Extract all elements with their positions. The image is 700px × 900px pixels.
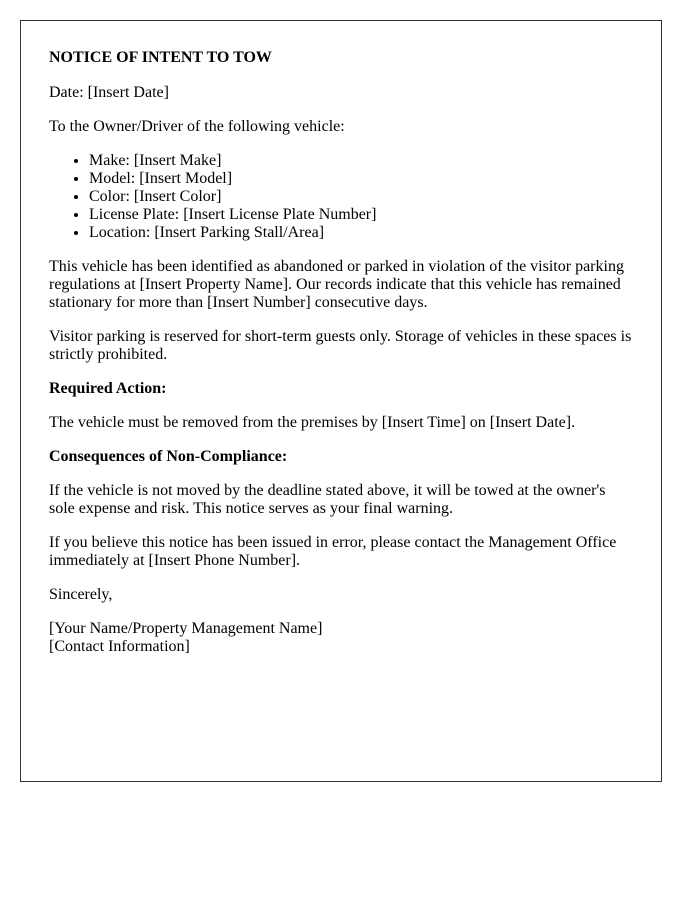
consequences-text: If the vehicle is not moved by the deadline stated above, it will be towed at the owner's sole expense and risk. This notice serves as your final warning. (49, 482, 606, 517)
date-line: Date: [Insert Date] (49, 84, 169, 101)
vehicle-license-plate-item: • License Plate: [Insert License Plate Number] (89, 206, 633, 224)
notice-title: NOTICE OF INTENT TO TOW (49, 49, 272, 66)
violation-paragraph: This vehicle has been identified as abandoned or parked in violation of the visitor parking regulations at [Insert Property Name]. Our records indicate that this vehicle has remained stationary for more than [Insert Number] consecutive days. (49, 258, 624, 311)
notice-page (20, 20, 662, 782)
contact-paragraph: If you believe this notice has been issued in error, please contact the Management Office immediately at [Insert Phone Number]. (49, 534, 617, 569)
signature-contact: [Contact Information] (49, 638, 190, 655)
required-action-text: The vehicle must be removed from the premises by [Insert Time] on [Insert Date]. (49, 414, 576, 431)
vehicle-color-item: • Color: [Insert Color] (89, 188, 633, 206)
policy-paragraph: Visitor parking is reserved for short-term guests only. Storage of vehicles in these spaces is strictly prohibited. (49, 328, 632, 363)
signature-block (49, 620, 633, 656)
vehicle-make-item: • Make: [Insert Make] (89, 152, 633, 170)
required-action-heading: Required Action: (49, 380, 167, 397)
vehicle-details-list (49, 152, 633, 242)
consequences-heading: Consequences of Non-Compliance: (49, 448, 288, 465)
salutation: To the Owner/Driver of the following vehicle: (49, 118, 345, 135)
signature-name: [Your Name/Property Management Name] (49, 620, 323, 637)
vehicle-model-item: • Model: [Insert Model] (89, 170, 633, 188)
closing: Sincerely, (49, 586, 113, 603)
notice-content (21, 21, 661, 656)
vehicle-location-item: • Location: [Insert Parking Stall/Area] (89, 224, 633, 242)
